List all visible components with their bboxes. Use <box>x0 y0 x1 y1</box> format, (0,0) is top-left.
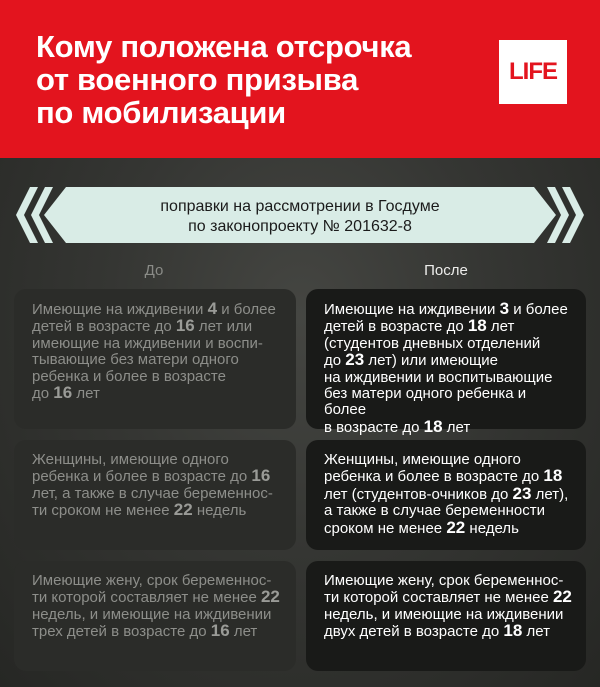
column-header-before: До <box>144 262 164 279</box>
card-before-2: Женщины, имеющие одного ребенка и более в возрасте до 16 лет, а также в случае беременнос- ти сроком не менее 22 недель <box>14 440 296 550</box>
highlight-number: 23 <box>512 483 532 503</box>
highlight-number: 18 <box>467 316 487 336</box>
card-after-3: Имеющие жену, срок беременнос- ти которой составляет не менее 22 недель, и имеющие на иждивении двух детей в возрасте до 18 лет <box>306 561 586 671</box>
highlight-number: 3 <box>499 299 510 318</box>
highlight-number: 18 <box>423 416 443 436</box>
highlight-number: 22 <box>446 517 466 537</box>
card-before-3: Имеющие жену, срок беременнос- ти которой составляет не менее 22 недель, и имеющие на иждивении трех детей в возрасте до 16 лет <box>14 561 296 671</box>
highlight-number: 16 <box>175 316 195 336</box>
highlight-number: 16 <box>53 383 73 403</box>
highlight-number: 22 <box>260 587 280 607</box>
banner-text: поправки на рассмотрении в Госдуме по законопроекту № 201632-8 <box>160 198 440 235</box>
highlight-number: 16 <box>210 621 230 641</box>
page-title: Кому положена отсрочка от военного призыва по мобилизации <box>36 29 412 130</box>
highlight-number: 4 <box>207 299 218 318</box>
highlight-number: 18 <box>543 466 563 486</box>
life-logo: LIFE <box>499 40 567 104</box>
card-before-1: Имеющие на иждивении 4 и более детей в возрасте до 16 лет или имеющие на иждивении и воспи- тывающие без матери одного ребенка и более в возрасте до 16 лет <box>14 289 296 429</box>
card-after-2: Женщины, имеющие одного ребенка и более в возрасте до 18 лет (студентов-очников до 23 лет), а также в случае беременности сроком не менее 22 недель <box>306 440 586 550</box>
highlight-number: 23 <box>345 350 365 370</box>
highlight-number: 22 <box>552 587 572 607</box>
highlight-number: 22 <box>173 500 193 520</box>
highlight-number: 18 <box>503 621 523 641</box>
header <box>0 0 600 158</box>
column-header-after: После <box>424 262 468 279</box>
highlight-number: 16 <box>251 466 271 486</box>
card-after-1: Имеющие на иждивении 3 и более детей в возрасте до 18 лет (студентов дневных отделений до 23 лет) или имеющие на иждивении и воспитывающие без матери одного ребенка и более в возрасте до 18 лет <box>306 289 586 429</box>
